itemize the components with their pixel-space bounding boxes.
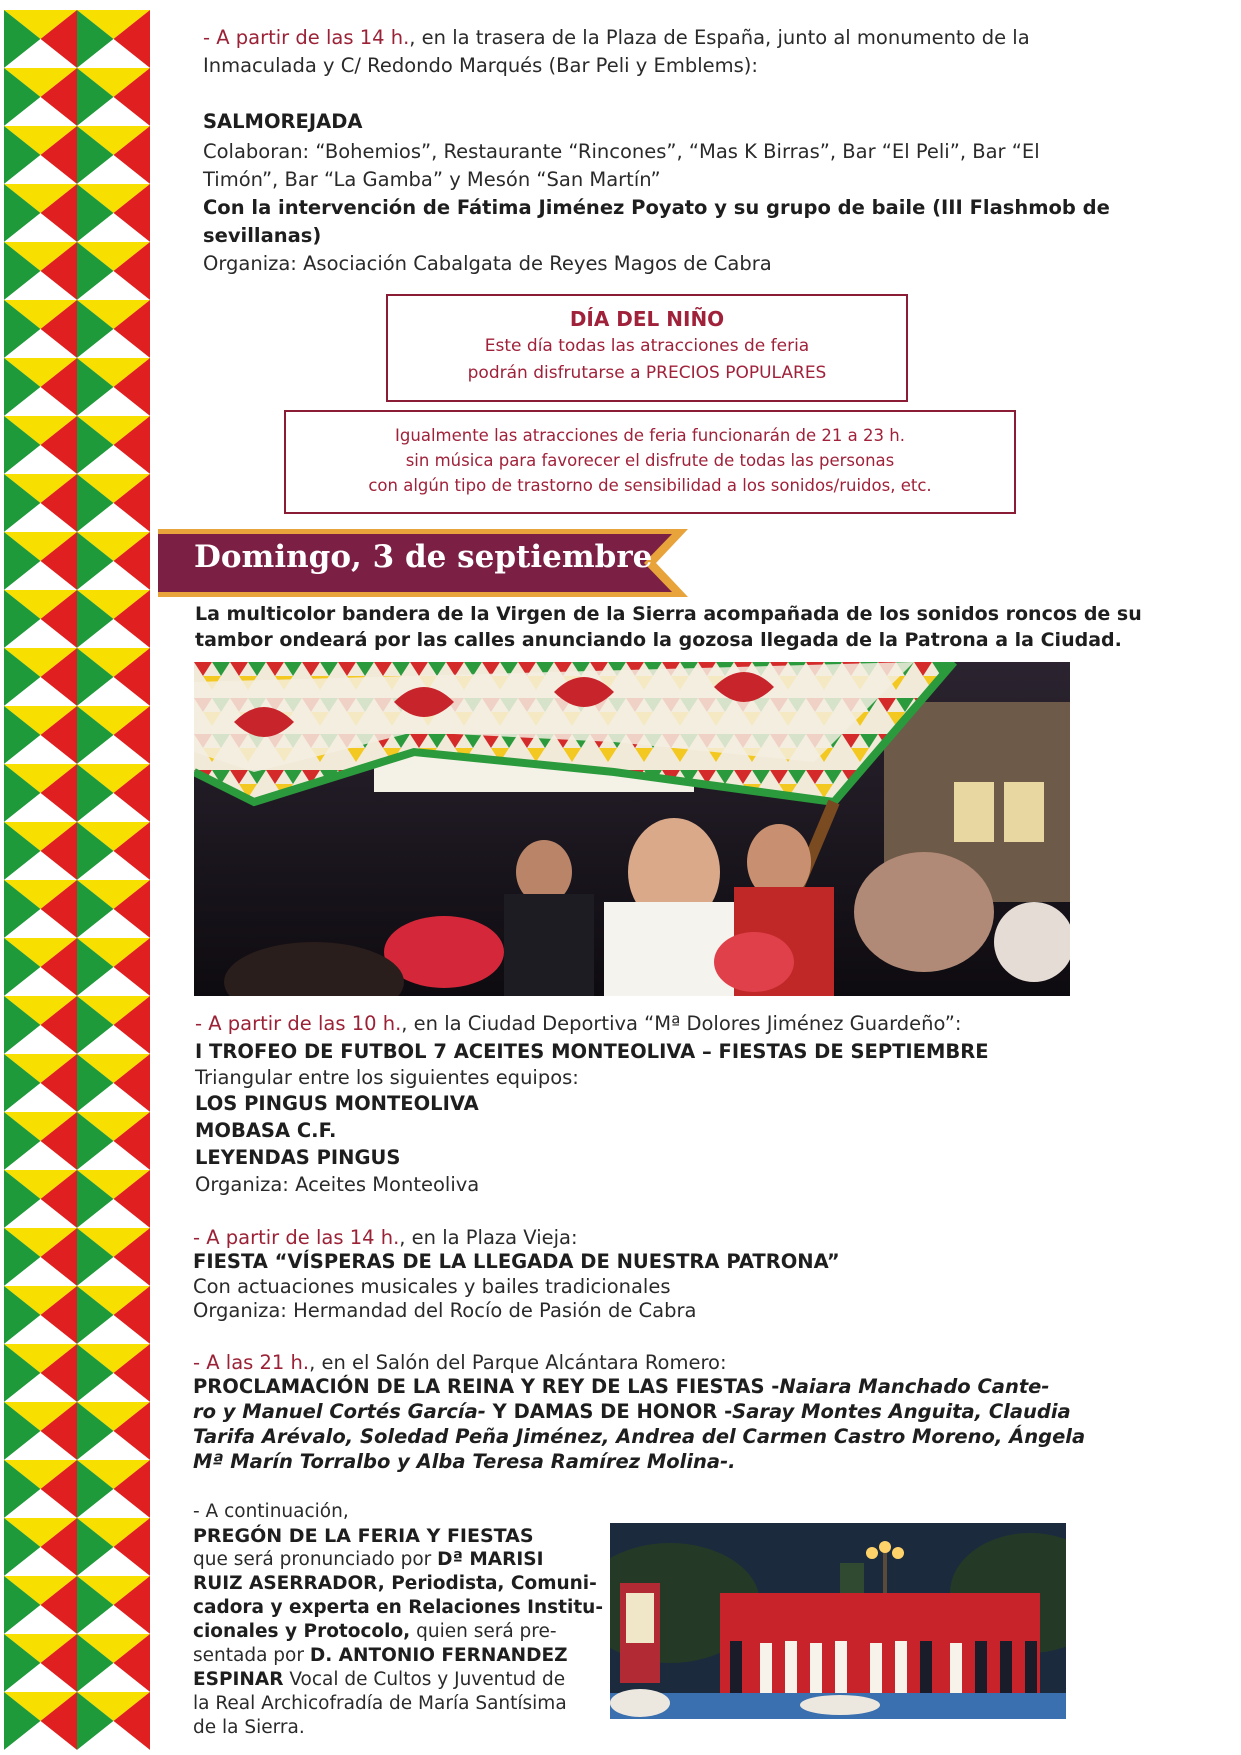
sensibilidad-line3: con algún tipo de trastorno de sensibilidad a los sonidos/ruidos, etc. xyxy=(368,476,932,495)
proclamacion-line3: Tarifa Arévalo, Soledad Peña Jiménez, Andrea del Carmen Castro Moreno, Ángela xyxy=(193,1425,1086,1448)
team-item: MOBASA C.F. xyxy=(195,1119,337,1142)
futbol-intro xyxy=(195,1010,961,1038)
pregon-line3: cadora y experta en Relaciones Institu- xyxy=(193,1597,604,1618)
pregon-bold-text: cionales y Protocolo, xyxy=(193,1621,411,1642)
bandera-procession-photo xyxy=(194,662,1070,996)
rey-name: ro y Manuel Cortés García- xyxy=(193,1400,486,1423)
salmorejada-location-line2: Inmaculada y C/ Redondo Marqués (Bar Peli y Emblems): xyxy=(203,54,758,77)
bandera-intro-line2: tambor ondeará por las calles anunciando la gozosa llegada de la Patrona a la Ciudad. xyxy=(195,629,1122,651)
location-text: , en la Plaza Vieja: xyxy=(399,1226,578,1249)
sensibilidad-box xyxy=(284,410,1016,514)
visperas-organiza: Organiza: Hermandad del Rocío de Pasión de Cabra xyxy=(193,1299,697,1322)
proclamacion-title: PROCLAMACIÓN DE LA REINA Y REY DE LAS FIESTAS - xyxy=(193,1375,780,1398)
visperas-line1: Con actuaciones musicales y bailes tradicionales xyxy=(193,1275,671,1298)
pregonera-name: Dª MARISI xyxy=(437,1549,544,1570)
decorative-triangle-border xyxy=(4,10,150,1750)
presentador-surname: ESPINAR xyxy=(193,1669,284,1690)
pregon-line2: RUIZ ASERRADOR, Periodista, Comuni- xyxy=(193,1573,597,1594)
time-label: - A las 21 h. xyxy=(193,1351,310,1374)
futbol-title: I TROFEO DE FUTBOL 7 ACEITES MONTEOLIVA – FIESTAS DE SEPTIEMBRE xyxy=(195,1040,989,1063)
time-label: - A partir de las 10 h. xyxy=(195,1012,402,1035)
futbol-organiza: Organiza: Aceites Monteoliva xyxy=(195,1173,480,1196)
sensibilidad-line2: sin música para favorecer el disfrute de todas las personas xyxy=(405,451,895,470)
pregon-line8: de la Sierra. xyxy=(193,1717,305,1738)
damas-title: Y DAMAS DE HONOR - xyxy=(485,1400,733,1423)
salmorejada-title: SALMOREJADA xyxy=(203,110,363,133)
salmorejada-intro xyxy=(203,24,1030,52)
proclamacion-stage-photo xyxy=(610,1523,1066,1719)
pregon-text: que será pronunciado por xyxy=(193,1549,438,1570)
dia-del-nino-title: DÍA DEL NIÑO xyxy=(569,307,725,331)
dia-del-nino-line2: podrán disfrutarse a PRECIOS POPULARES xyxy=(467,363,827,383)
pregon-line7: la Real Archicofradía de María Santísima xyxy=(193,1693,567,1714)
pregon-title: PREGÓN DE LA FERIA Y FIESTAS xyxy=(193,1525,534,1547)
intervencion-line1: Con la intervención de Fátima Jiménez Poyato y su grupo de baile (III Flashmob de xyxy=(203,196,1110,219)
visperas-title: FIESTA “VÍSPERAS DE LA LLEGADA DE NUESTRA PATRONA” xyxy=(193,1250,840,1273)
pregon-text: sentada por xyxy=(193,1645,310,1666)
location-text: , en la Ciudad Deportiva “Mª Dolores Jiménez Guardeño”: xyxy=(401,1012,962,1035)
time-label: - A partir de las 14 h. xyxy=(203,26,410,49)
dia-del-nino-line1: Este día todas las atracciones de feria xyxy=(484,336,810,356)
pregon-text: Vocal de Cultos y Juventud de xyxy=(283,1669,566,1690)
proclamacion-line1 xyxy=(193,1373,1049,1401)
bandera-intro-line1: La multicolor bandera de la Virgen de la Sierra acompañada de los sonidos roncos de su xyxy=(195,603,1142,625)
colaboran-line2: Timón”, Bar “La Gamba” y Mesón “San Martín” xyxy=(203,168,661,191)
reina-name: Naiara Manchado Cante- xyxy=(779,1375,1050,1398)
time-label: - A partir de las 14 h. xyxy=(193,1226,400,1249)
proclamacion-line2 xyxy=(193,1398,1071,1426)
salmorejada-organiza: Organiza: Asociación Cabalgata de Reyes Magos de Cabra xyxy=(203,252,772,275)
location-text: , en el Salón del Parque Alcántara Romero: xyxy=(309,1351,727,1374)
pregon-lead: - A continuación, xyxy=(193,1501,349,1522)
team-item: LEYENDAS PINGUS xyxy=(195,1146,401,1169)
intervencion-line2: sevillanas) xyxy=(203,224,322,247)
dia-del-nino-box xyxy=(386,294,908,402)
location-text: , en la trasera de la Plaza de España, junto al monumento de la xyxy=(409,26,1030,49)
colaboran-line1: Colaboran: “Bohemios”, Restaurante “Rincones”, “Mas K Birras”, Bar “El Peli”, Bar “El xyxy=(203,140,1040,163)
futbol-sub: Triangular entre los siguientes equipos: xyxy=(195,1066,579,1089)
day-banner-title: Domingo, 3 de septiembre xyxy=(194,539,653,575)
pregon-text: quien será pre- xyxy=(410,1621,557,1642)
team-item: LOS PINGUS MONTEOLIVA xyxy=(195,1092,479,1115)
proclamacion-line4: Mª Marín Torralbo y Alba Teresa Ramírez Molina-. xyxy=(193,1450,736,1473)
damas-names: Saray Montes Anguita, Claudia xyxy=(732,1400,1071,1423)
presentador-name: D. ANTONIO FERNANDEZ xyxy=(309,1645,568,1666)
sensibilidad-line1: Igualmente las atracciones de feria funcionarán de 21 a 23 h. xyxy=(395,426,905,445)
